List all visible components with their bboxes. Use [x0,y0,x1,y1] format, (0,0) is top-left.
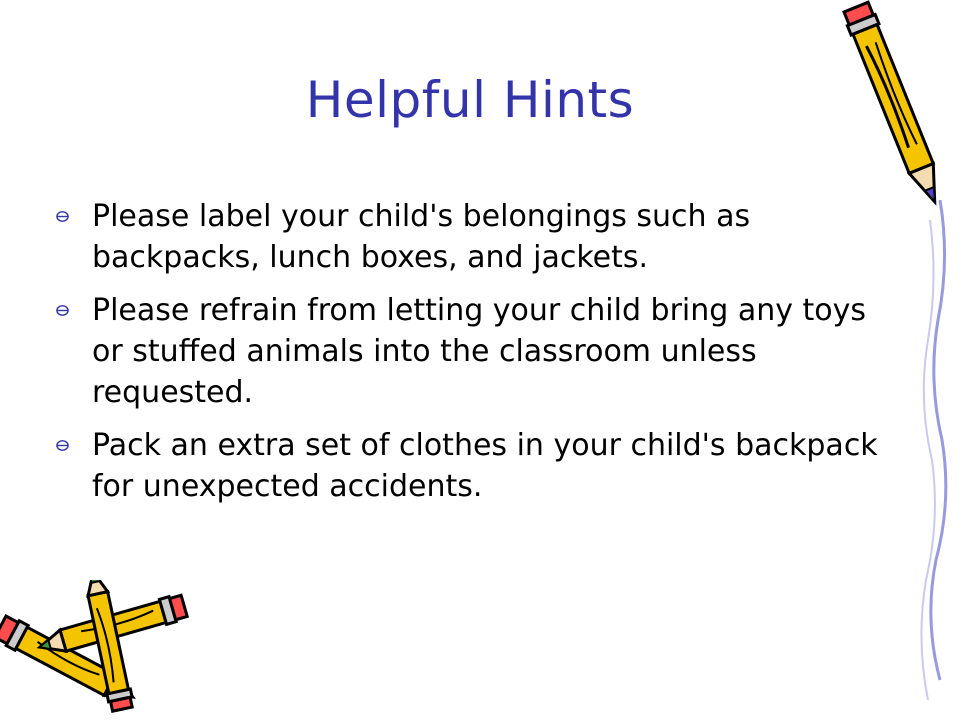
bullet-item [50,196,900,278]
bullet-text: Please label your child's belongings such as backpacks, lunch boxes, and jackets. [92,199,751,275]
bullet-icon [56,304,69,317]
bullet-item [50,290,900,413]
wavy-border-icon [900,200,960,700]
bullet-icon [56,439,69,452]
bullet-list [50,196,900,519]
crossed-pencils-icon [0,580,200,720]
bullet-item [50,425,900,507]
bullet-text: Please refrain from letting your child bring any toys or stuffed animals into the classroom unless requested. [92,293,867,410]
bullet-icon [56,210,69,223]
slide-title: Helpful Hints [305,71,635,129]
bullet-text: Pack an extra set of clothes in your child's backpack for unexpected accidents. [92,428,878,504]
